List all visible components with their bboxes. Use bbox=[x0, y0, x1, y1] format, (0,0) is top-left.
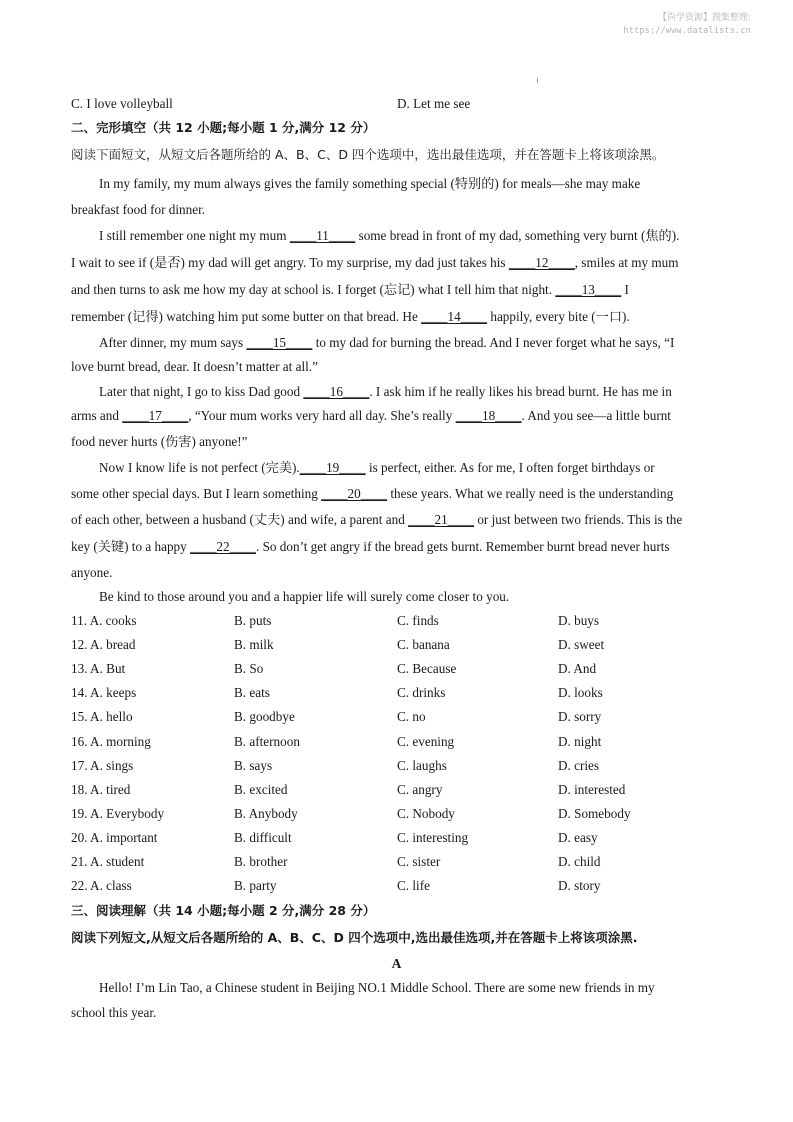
passage-text: breakfast food for dinner. bbox=[71, 202, 206, 217]
prev-option-d: D. Let me see bbox=[397, 96, 471, 111]
option-c: C. interesting bbox=[397, 829, 469, 845]
passage-text: I bbox=[621, 282, 629, 297]
watermark-url: https://www.datalists.cn bbox=[623, 26, 751, 36]
option-c: C. Nobody bbox=[397, 805, 455, 821]
option-b: B. afternoon bbox=[234, 733, 300, 749]
passage-text: these years. What we really need is the understanding bbox=[387, 486, 674, 501]
option-c: C. Because bbox=[397, 661, 457, 677]
blank-number: ____16____ bbox=[303, 384, 370, 399]
section2-heading: 二、完形填空（共 12 小题;每小题 1 分,满分 12 分） bbox=[71, 120, 376, 135]
blank-number: ____12____ bbox=[508, 255, 575, 270]
watermark-source: 【尚学资源】搜集整理: bbox=[657, 13, 751, 23]
passage-text: and then turns to ask me how my day at school is. I forget (忘记) what I tell him that night. bbox=[71, 282, 556, 297]
passage-text: I still remember one night my mum bbox=[99, 228, 290, 243]
option-a: 20. A. important bbox=[71, 829, 158, 845]
option-d: D. story bbox=[558, 878, 601, 894]
option-a: 14. A. keeps bbox=[71, 685, 137, 701]
blank-number: ____18____ bbox=[455, 408, 522, 423]
passage-line bbox=[71, 485, 727, 503]
option-c: C. banana bbox=[397, 637, 450, 653]
option-b: B. milk bbox=[234, 637, 274, 653]
passage-line bbox=[71, 407, 727, 425]
option-b: B. says bbox=[234, 757, 273, 773]
option-c: C. life bbox=[397, 878, 430, 894]
passage-text: Be kind to those around you and a happier life will surely come closer to you. bbox=[99, 589, 510, 604]
passage-line bbox=[71, 564, 727, 582]
option-a: 16. A. morning bbox=[71, 733, 151, 749]
option-c: C. laughs bbox=[397, 757, 447, 773]
passage-line bbox=[99, 588, 727, 606]
option-b: B. eats bbox=[234, 685, 270, 701]
watermark bbox=[551, 12, 751, 38]
passage-line bbox=[71, 538, 727, 556]
passage-text: is perfect, either. As for me, I often forget birthdays or bbox=[365, 460, 655, 475]
passage-text: love burnt bread, dear. It doesn’t matter at all.” bbox=[71, 359, 318, 374]
blank-number: ____17____ bbox=[122, 408, 189, 423]
passage-text: I wait to see if (是否) my dad will get angry. To my surprise, my dad just takes his bbox=[71, 255, 509, 270]
passage-text: In my family, my mum always gives the family something special (特别的) for meals—she may make bbox=[99, 176, 641, 191]
section3-instruction: 阅读下列短文,从短文后各题所给的 A、B、C、D 四个选项中,选出最佳选项,并在答题卡上将该项涂黑. bbox=[71, 930, 638, 945]
passage-text: arms and bbox=[71, 408, 123, 423]
passage-text: , “Your mum works very hard all day. She’s really bbox=[188, 408, 456, 423]
option-b: B. difficult bbox=[234, 829, 292, 845]
prev-option-c: C. I love volleyball bbox=[71, 96, 173, 111]
option-c: C. angry bbox=[397, 781, 443, 797]
option-d: D. And bbox=[558, 661, 597, 677]
passage-line bbox=[71, 433, 727, 451]
option-a: 12. A. bread bbox=[71, 637, 136, 653]
passage-text: remember (记得) watching him put some butter on that bread. He bbox=[71, 309, 422, 324]
option-c: C. finds bbox=[397, 613, 439, 628]
option-d: D. sweet bbox=[558, 637, 605, 653]
blank-number: ____14____ bbox=[421, 309, 488, 324]
blank-number: ____22____ bbox=[190, 539, 256, 554]
section2-instruction: 阅读下面短文，从短文后各题所给的 A、B、C、D 四个选项中，选出最佳选项，并在答题卡上将该项涂黑。 bbox=[71, 147, 665, 162]
passage-line bbox=[99, 459, 727, 477]
option-b: B. excited bbox=[234, 781, 288, 797]
passage-text: . I ask him if he really likes his bread burnt. He has me in bbox=[369, 384, 672, 399]
blank-number: ____20____ bbox=[321, 486, 388, 501]
passage-text: . So don’t get angry if the bread gets burnt. Remember burnt bread never hurts bbox=[255, 539, 670, 554]
passage-text: , smiles at my mum bbox=[574, 255, 679, 270]
option-a: 18. A. tired bbox=[71, 781, 131, 797]
option-a: 19. A. Everybody bbox=[71, 805, 165, 821]
blank-number: ____19____ bbox=[299, 460, 366, 475]
option-c: C. evening bbox=[397, 733, 455, 749]
option-b: B. Anybody bbox=[234, 805, 298, 821]
option-a: 13. A. But bbox=[71, 661, 126, 677]
passage-text: Now I know life is not perfect (完美). bbox=[99, 460, 300, 475]
passage-line bbox=[71, 254, 727, 272]
option-a: 17. A. sings bbox=[71, 757, 134, 773]
passage-line bbox=[71, 511, 727, 529]
reading-part-label: A bbox=[391, 956, 402, 971]
option-d: D. buys bbox=[558, 613, 600, 628]
option-d: D. sorry bbox=[558, 709, 602, 725]
option-b: B. So bbox=[234, 661, 264, 677]
option-c: C. no bbox=[397, 709, 426, 725]
passage-line bbox=[99, 175, 727, 193]
passage-text: food never hurts (伤害) anyone!” bbox=[71, 434, 248, 449]
page-tick-mark bbox=[537, 78, 538, 83]
blank-number: ____21____ bbox=[408, 512, 475, 527]
passage-text: to my dad for burning the bread. And I never forget what he says, “I bbox=[312, 335, 675, 350]
option-a: 22. A. class bbox=[71, 878, 132, 894]
option-d: D. looks bbox=[558, 685, 603, 701]
blank-number: ____15____ bbox=[246, 335, 313, 350]
passage-text: some bread in front of my dad, something very burnt (焦的). bbox=[355, 228, 680, 243]
option-a: 11. A. cooks bbox=[71, 613, 137, 628]
passage-line bbox=[99, 383, 727, 401]
option-b: B. brother bbox=[234, 854, 288, 869]
option-d: D. child bbox=[558, 854, 601, 869]
option-b: B. party bbox=[234, 878, 277, 894]
passage-text: Later that night, I go to kiss Dad good bbox=[99, 384, 304, 399]
option-b: B. puts bbox=[234, 613, 272, 628]
passage-line bbox=[99, 334, 727, 352]
passage-line bbox=[71, 281, 727, 299]
reading-passage-line: Hello! I’m Lin Tao, a Chinese student in Beijing NO.1 Middle School. There are some new friends in my bbox=[99, 980, 655, 995]
passage-text: After dinner, my mum says bbox=[99, 335, 247, 350]
passage-text: some other special days. But I learn something bbox=[71, 486, 322, 501]
option-c: C. drinks bbox=[397, 685, 446, 701]
option-d: D. night bbox=[558, 733, 602, 749]
blank-number: ____13____ bbox=[555, 282, 622, 297]
passage-line bbox=[71, 358, 727, 376]
passage-text: happily, every bite (一口). bbox=[487, 309, 630, 324]
option-b: B. goodbye bbox=[234, 709, 295, 725]
passage-text: or just between two friends. This is the bbox=[474, 512, 683, 527]
option-a: 21. A. student bbox=[71, 854, 145, 869]
passage-line bbox=[99, 227, 727, 245]
passage-text: anyone. bbox=[71, 565, 113, 580]
option-c: C. sister bbox=[397, 854, 441, 869]
option-d: D. Somebody bbox=[558, 805, 631, 821]
option-d: D. easy bbox=[558, 829, 598, 845]
option-d: D. interested bbox=[558, 781, 626, 797]
passage-line bbox=[71, 308, 727, 326]
passage-text: key (关键) to a happy bbox=[71, 539, 191, 554]
option-d: D. cries bbox=[558, 757, 600, 773]
passage-line bbox=[71, 201, 727, 219]
reading-passage-line: school this year. bbox=[71, 1005, 157, 1020]
section3-heading: 三、阅读理解（共 14 小题;每小题 2 分,满分 28 分） bbox=[71, 903, 376, 918]
passage-text: of each other, between a husband (丈夫) and wife, a parent and bbox=[71, 512, 409, 527]
passage-text: . And you see—a little burnt bbox=[521, 408, 671, 423]
blank-number: ____11____ bbox=[289, 228, 356, 243]
option-a: 15. A. hello bbox=[71, 709, 133, 725]
